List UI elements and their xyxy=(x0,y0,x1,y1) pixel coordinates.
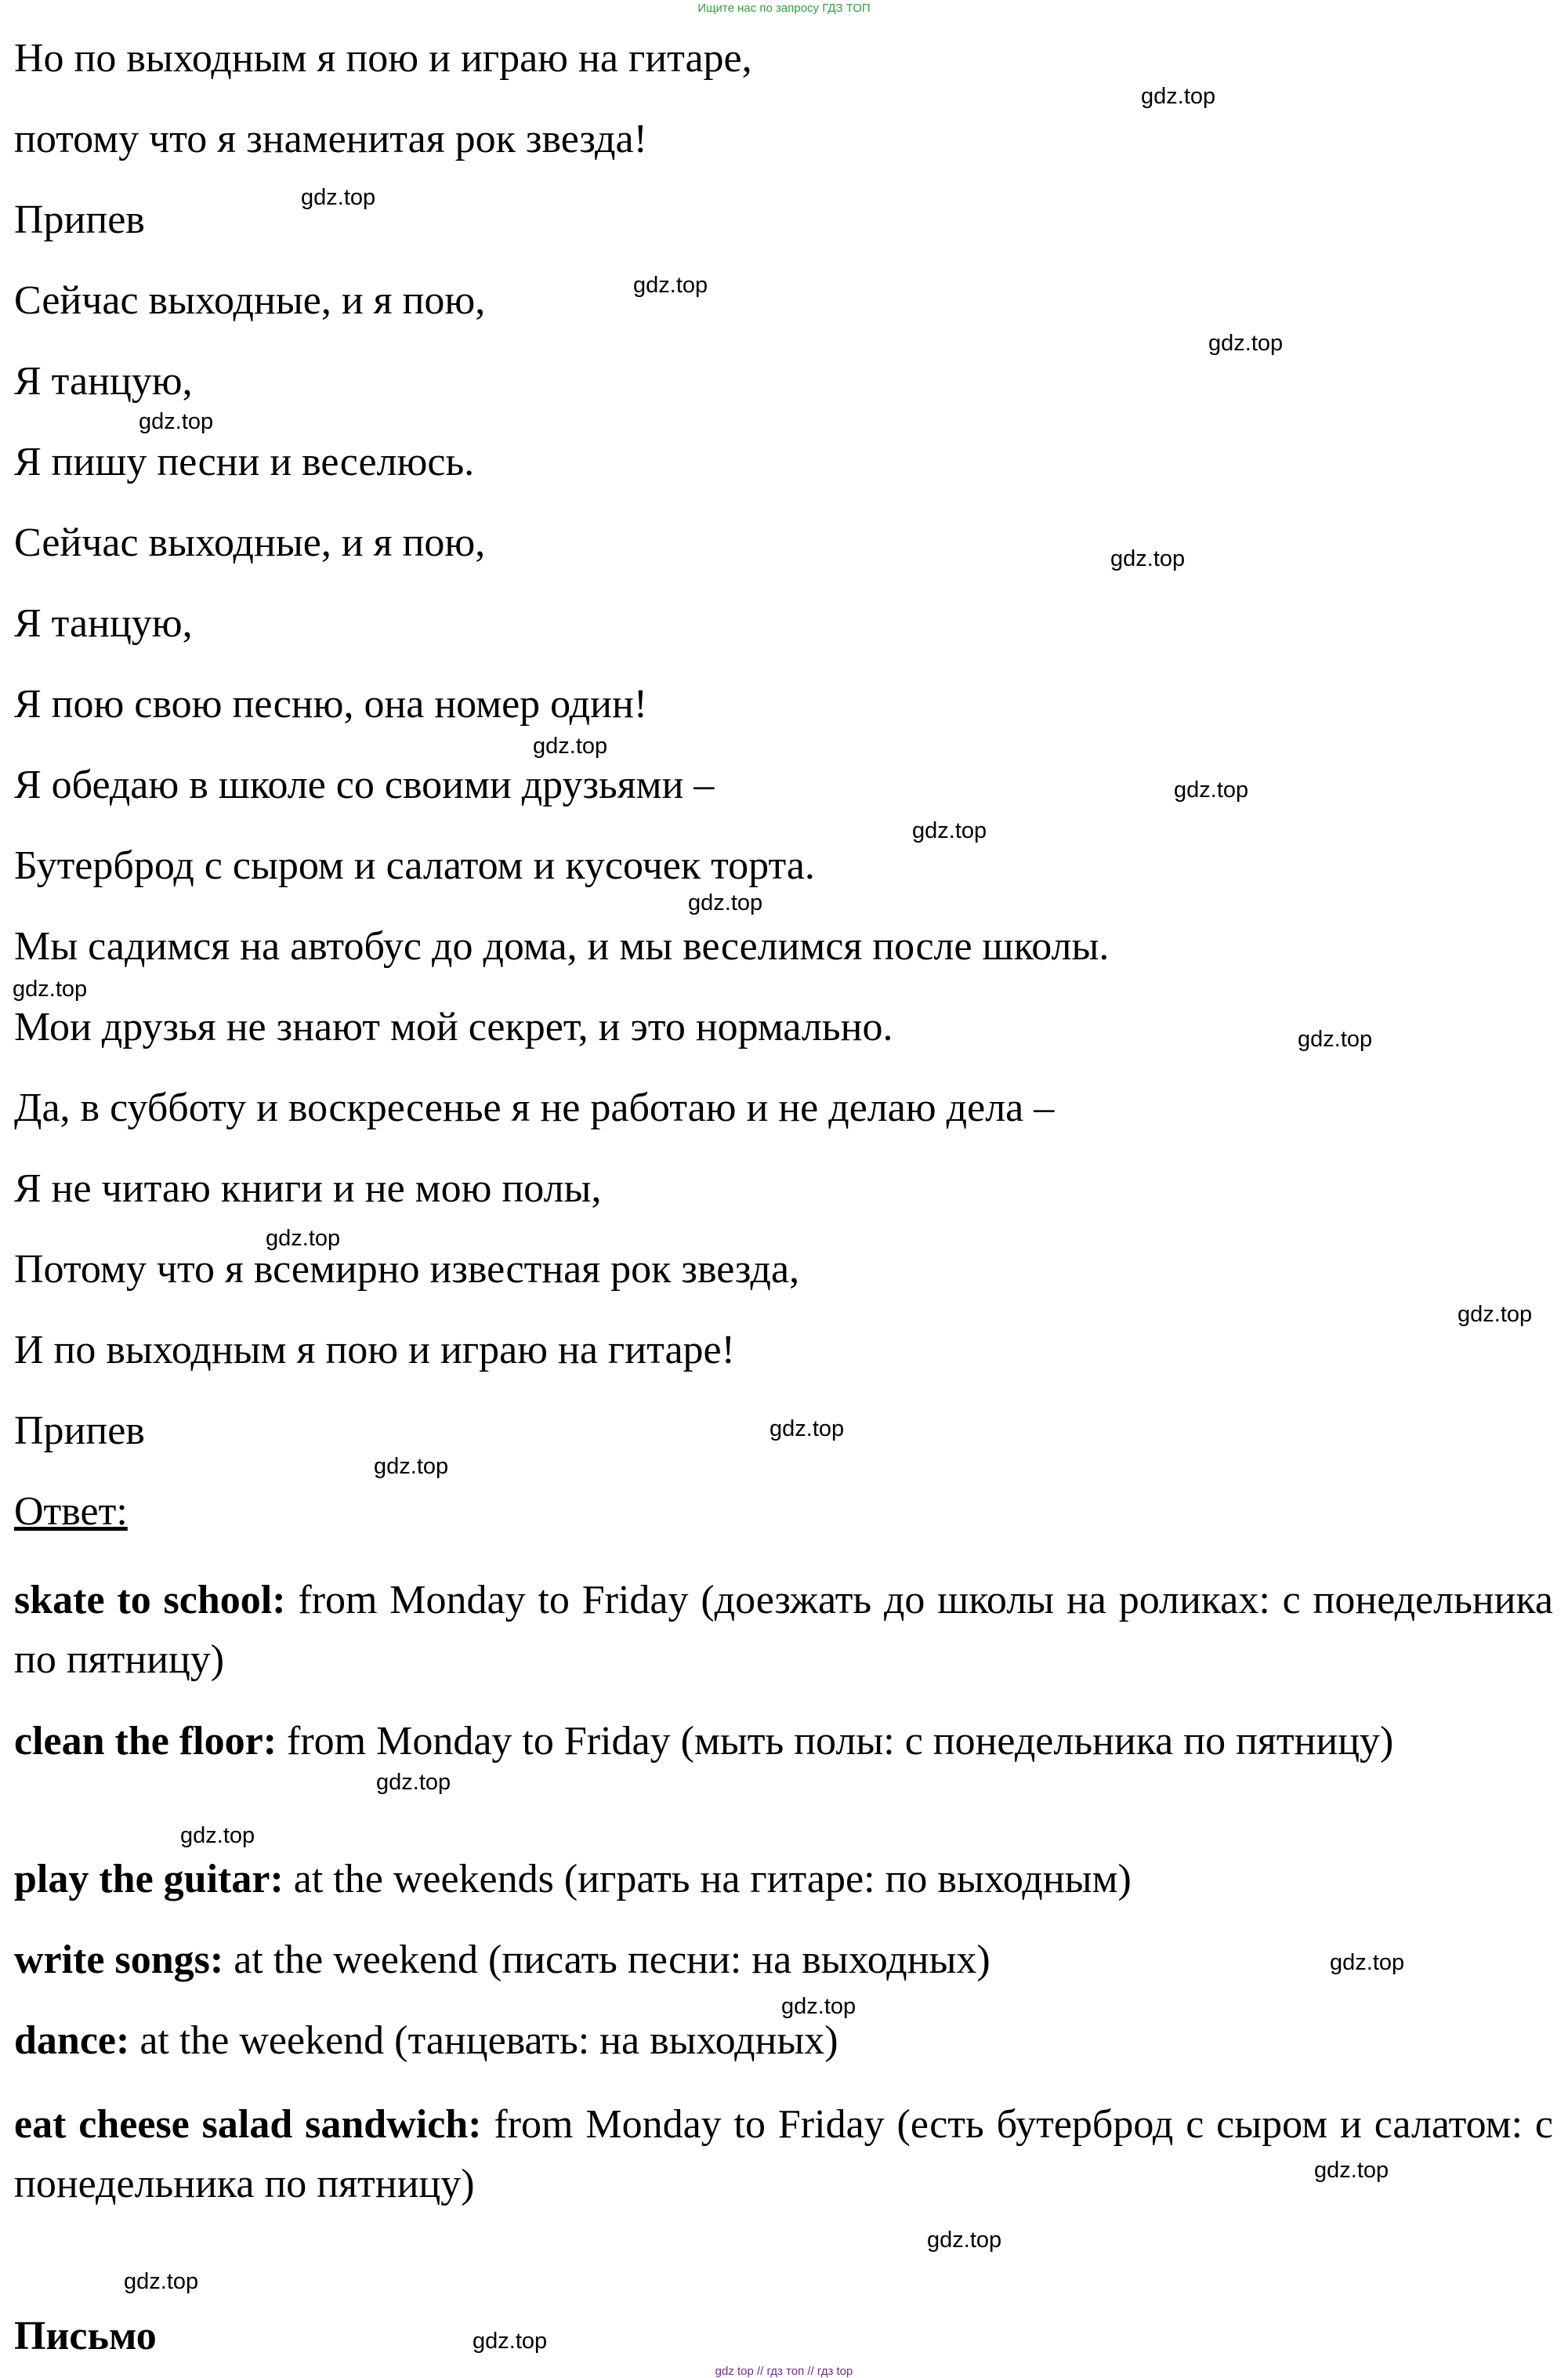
lyric-line: Бутерброд с сыром и салатом и кусочек торта. xyxy=(14,843,815,888)
watermark-text: gdz.top xyxy=(770,1416,845,1441)
watermark-text: gdz.top xyxy=(180,1823,255,1848)
answer-term: eat cheese salad sandwich: xyxy=(14,2102,482,2147)
answer-term: write songs: xyxy=(14,1938,224,1982)
lyric-line-chorus: Припев xyxy=(14,1408,145,1453)
section-heading: Письмо xyxy=(14,2314,157,2358)
watermark-text: gdz.top xyxy=(1330,1950,1405,1975)
watermark-text: gdz.top xyxy=(1174,778,1249,803)
lyric-line: Сейчас выходные, и я пою, xyxy=(14,520,486,565)
watermark-text: gdz.top xyxy=(633,273,708,298)
lyric-line: Я пишу песни и веселюсь. xyxy=(14,440,475,484)
lyric-line-chorus: Припев xyxy=(14,198,145,242)
watermark-text: gdz.top xyxy=(927,2228,1002,2253)
lyric-line: Я танцую, xyxy=(14,601,193,646)
watermark-text: gdz.top xyxy=(374,1454,449,1479)
watermark-text: gdz.top xyxy=(124,2269,199,2294)
answer-item xyxy=(14,1712,1553,1771)
lyric-line: Я пою свою песню, она номер один! xyxy=(14,682,648,727)
answer-text: from Monday to Friday (мыть полы: с понедельника по пятницу) xyxy=(277,1719,1394,1764)
lyric-line: Потому что я всемирно известная рок звезда, xyxy=(14,1247,800,1292)
answer-text: at the weekends (играть на гитаре: по выходным) xyxy=(283,1857,1132,1901)
watermark-text: gdz.top xyxy=(781,1994,856,2019)
answer-text: from Monday to Friday (есть бутерброд с сыром и салатом: с понедельника по пятницу) xyxy=(14,2102,1553,2206)
lyric-line: И по выходным я пою и играю на гитаре! xyxy=(14,1328,735,1372)
answer-item xyxy=(14,2095,1553,2214)
watermark-text: gdz.top xyxy=(1208,331,1284,356)
lyric-line: Но по выходным я пою и играю на гитаре, xyxy=(14,36,752,81)
watermark-text: gdz.top xyxy=(1110,546,1186,571)
lyric-line: Я не читаю книги и не мою полы, xyxy=(14,1166,602,1211)
lyric-line: Мои друзья не знают мой секрет, и это нормально. xyxy=(14,1005,893,1049)
lyric-line: Да, в субботу и воскресенье я не работаю и не делаю дела – xyxy=(14,1086,1055,1130)
answer-term: clean the floor: xyxy=(14,1719,277,1764)
lyric-line: Я обедаю в школе со своими друзьями – xyxy=(14,763,715,807)
watermark-text: gdz.top xyxy=(912,818,987,843)
answer-item xyxy=(14,2017,838,2065)
watermark-text: gdz.top xyxy=(1298,1027,1373,1052)
watermark-text: gdz.top xyxy=(688,890,763,915)
answer-term: dance: xyxy=(14,2018,130,2063)
watermark-text: gdz.top xyxy=(1314,2158,1389,2183)
watermark-text: gdz.top xyxy=(139,409,214,434)
footer-text: gdz top // гдз топ // гдз top xyxy=(715,2365,853,2378)
answer-item xyxy=(14,1855,1132,1904)
lyric-line: потому что я знаменитая рок звезда! xyxy=(14,117,647,161)
answer-term: play the guitar: xyxy=(14,1857,284,1901)
answer-label: Ответ: xyxy=(14,1489,128,1534)
answer-term: skate to school: xyxy=(14,1578,286,1622)
watermark-text: gdz.top xyxy=(533,734,608,759)
watermark-text: gdz.top xyxy=(266,1226,341,1251)
top-banner: Ищите нас по запросу ГДЗ ТОП xyxy=(697,2,871,15)
answer-text: at the weekend (танцевать: на выходных) xyxy=(129,2018,838,2063)
watermark-text: gdz.top xyxy=(376,1770,451,1795)
watermark-text: gdz.top xyxy=(301,185,376,210)
watermark-text: gdz.top xyxy=(13,977,88,1002)
watermark-text: gdz.top xyxy=(473,2329,548,2354)
answer-text: at the weekend (писать песни: на выходных) xyxy=(223,1938,990,1982)
lyric-line: Сейчас выходные, и я пою, xyxy=(14,278,486,323)
answer-item xyxy=(14,1936,990,1985)
watermark-text: gdz.top xyxy=(1458,1302,1533,1327)
watermark-text: gdz.top xyxy=(1141,84,1216,109)
answer-text: from Monday to Friday (доезжать до школы на роликах: с понедельника по пятницу) xyxy=(14,1578,1554,1682)
answer-item xyxy=(14,1571,1553,1690)
lyric-line: Мы садимся на автобус до дома, и мы веселимся после школы. xyxy=(14,924,1110,969)
lyric-line: Я танцую, xyxy=(14,359,193,404)
